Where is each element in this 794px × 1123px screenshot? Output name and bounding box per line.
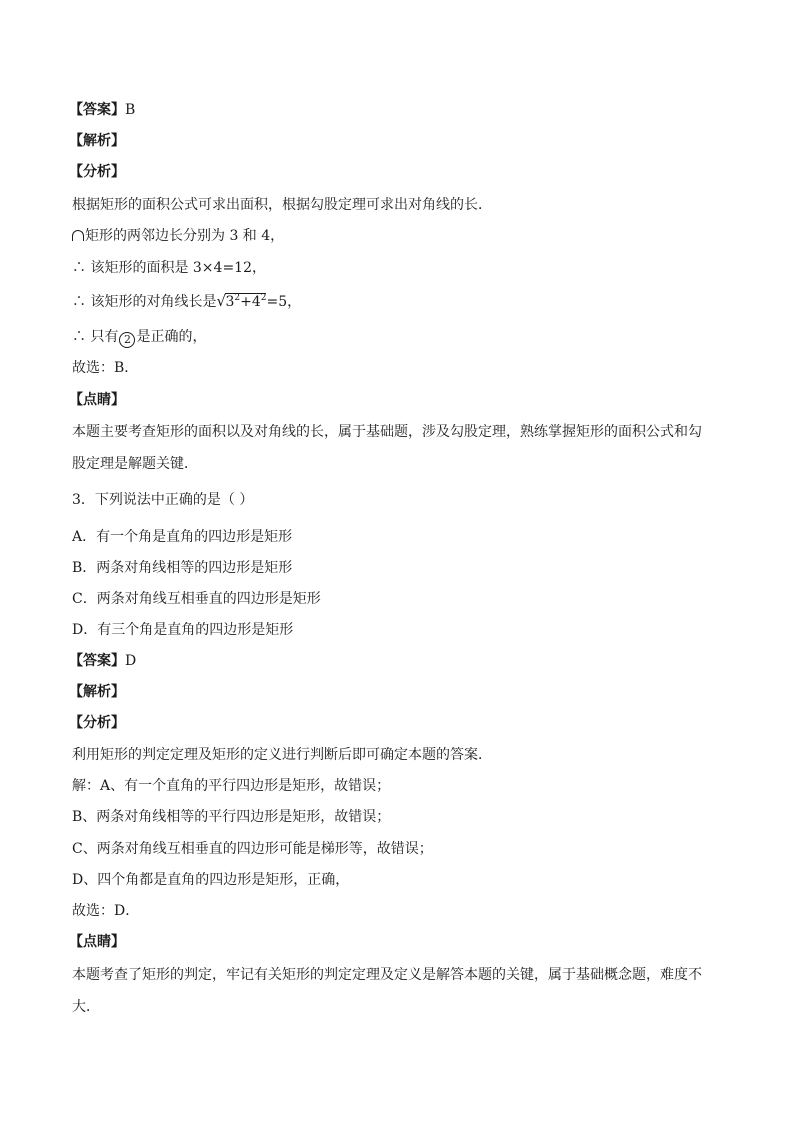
fenxi-text: 根据矩形的面积公式可求出面积，根据勾股定理可求出对角线的长． xyxy=(72,197,492,213)
dianjing-text-1a: 本题主要考查矩形的面积以及对角线的长，属于基础题，涉及勾股定理，熟练掌握矩形的面积公式和勾 xyxy=(72,424,702,440)
circled-number: 2 xyxy=(119,332,135,348)
exponent-b: 2 xyxy=(260,293,267,303)
question-stem: 3．下列说法中正确的是（ ） xyxy=(72,492,254,508)
diagonal-prefix: ∴ 该矩形的对角线长是 xyxy=(72,294,217,310)
sqrt-expression xyxy=(216,290,266,314)
diagonal-result: =5， xyxy=(266,294,302,310)
choose-line-1: 故选：B． xyxy=(72,360,139,376)
dianjing-heading-1: 【点睛】 xyxy=(69,392,125,408)
fenxi-text-2: 利用矩形的判定定理及矩形的定义进行判断后即可确定本题的答案． xyxy=(72,747,492,763)
because-icon xyxy=(72,230,84,241)
option-d: D．有三个角是直角的四边形是矩形 xyxy=(72,622,294,638)
answer-heading-2: 【答案】 xyxy=(69,653,125,669)
area-line: ∴ 该矩形的面积是 3×4=12， xyxy=(72,260,266,276)
diagonal-line xyxy=(72,290,301,314)
answer-value-2: D xyxy=(125,653,137,669)
dianjing-text-2b: 大． xyxy=(72,999,100,1015)
option-b: B．两条对角线相等的四边形是矩形 xyxy=(72,560,293,576)
dianjing-text-1b: 股定理是解题关键． xyxy=(72,456,198,472)
exponent-a: 2 xyxy=(234,293,241,303)
fenxi-heading: 【分析】 xyxy=(69,164,125,180)
given-line xyxy=(72,224,284,248)
option-c: C．两条对角线互相垂直的四边形是矩形 xyxy=(72,591,321,607)
given-text: 矩形的两邻边长分别为 3 和 4， xyxy=(85,228,285,244)
fenxi-heading-2: 【分析】 xyxy=(69,715,125,731)
conclusion-suffix: 是正确的， xyxy=(136,329,207,345)
solution-d: D、四个角都是直角的四边形是矩形，正确， xyxy=(72,872,350,888)
radicand-a: 3 xyxy=(225,294,235,310)
radicand-b: +4 xyxy=(240,294,261,310)
dianjing-heading-2: 【点睛】 xyxy=(69,934,125,950)
answer-heading: 【答案】 xyxy=(69,102,125,118)
analysis-heading: 【解析】 xyxy=(69,133,125,149)
option-a: A．有一个角是直角的四边形是矩形 xyxy=(72,529,293,545)
conclusion-line xyxy=(72,325,206,349)
answer-line-1 xyxy=(69,98,135,122)
choose-line-2: 故选：D． xyxy=(72,903,140,919)
answer-line-2 xyxy=(69,649,136,673)
solution-c: C、两条对角线互相垂直的四边形可能是梯形等，故错误； xyxy=(72,841,433,857)
solution-a: 解：A、有一个直角的平行四边形是矩形，故错误； xyxy=(72,778,391,794)
conclusion-prefix: ∴ 只有 xyxy=(72,329,119,345)
analysis-heading-2: 【解析】 xyxy=(69,684,125,700)
sqrt-icon: √ xyxy=(216,292,227,310)
answer-value: B xyxy=(125,102,136,118)
dianjing-text-2a: 本题考查了矩形的判定，牢记有关矩形的判定定理及定义是解答本题的关键，属于基础概念题，难度不 xyxy=(72,967,702,983)
solution-b: B、两条对角线相等的平行四边形是矩形，故错误； xyxy=(72,809,391,825)
